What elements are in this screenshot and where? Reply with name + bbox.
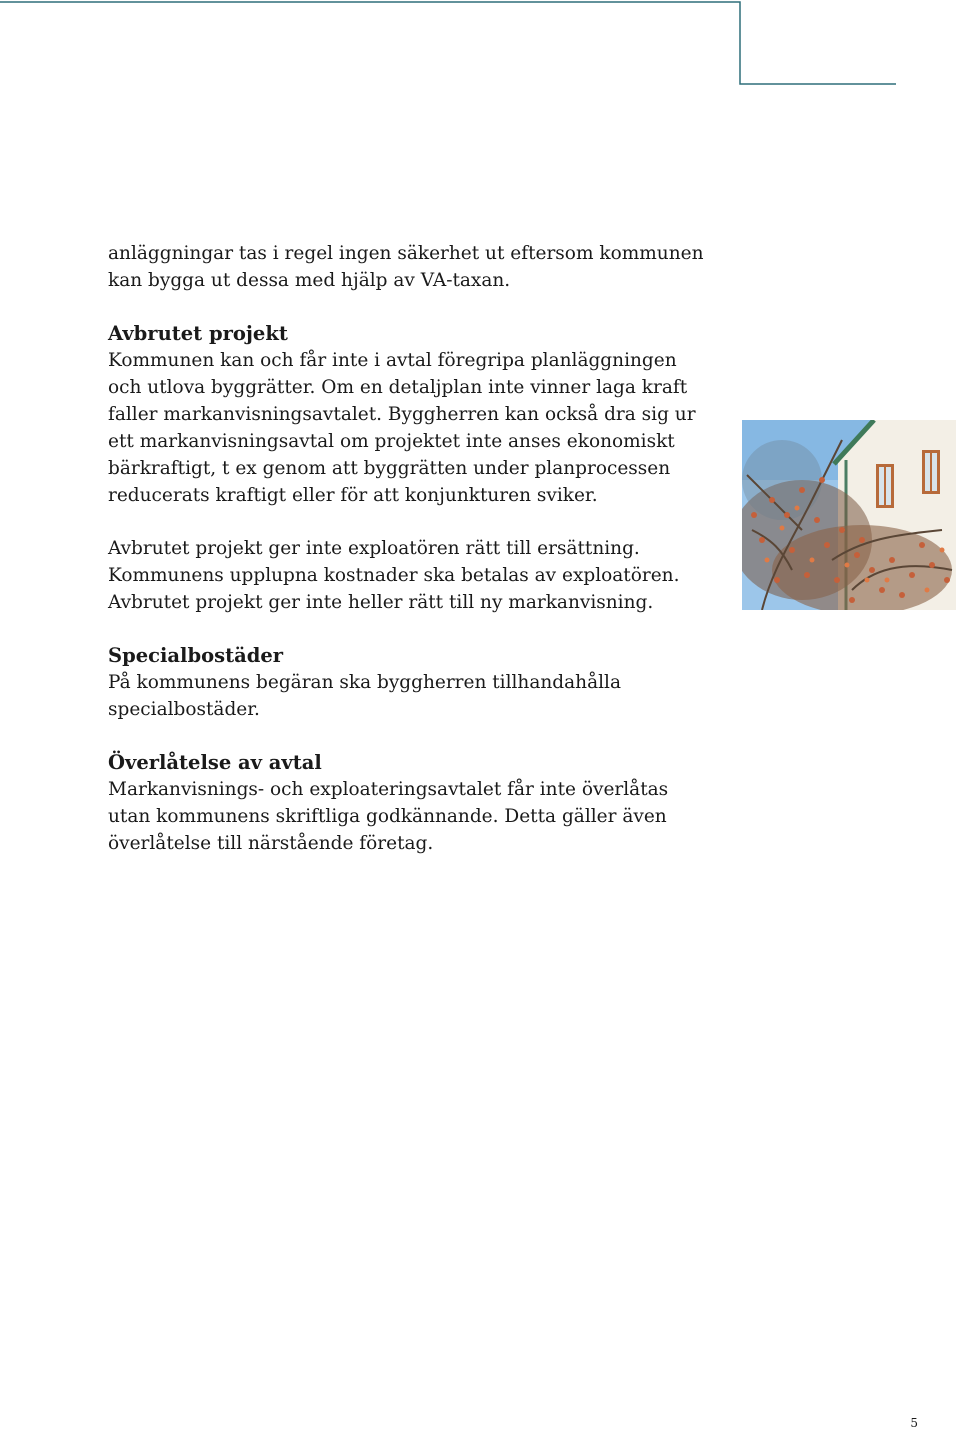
- specialbostader-body: På kommunens begäran ska byggherren tillhandahålla specialbostäder.: [108, 672, 621, 720]
- section-heading-avbrutet-projekt: Avbrutet projekt: [108, 322, 288, 345]
- decorative-corner-line: [0, 0, 960, 90]
- section-heading-specialbostader: Specialbostäder: [108, 644, 284, 667]
- overlatelse-body: Markanvisnings- och exploateringsavtalet får inte överlåtas utan kommunens skriftliga godkännande. Detta gäller även överlåtelse till närstående företag.: [108, 779, 669, 854]
- section-heading-overlatelse: Överlåtelse av avtal: [108, 751, 322, 774]
- document-body: [108, 240, 708, 857]
- intro-paragraph: anläggningar tas i regel ingen säkerhet ut eftersom kommunen kan bygga ut dessa med hjälp av VA-taxan.: [108, 243, 704, 291]
- photo-apple-tree-house: [742, 420, 956, 610]
- avbrutet-projekt-consequences: Avbrutet projekt ger inte exploatören rätt till ersättning. Kommunens upplupna kostnader ska betalas av exploatören. Avbrutet projekt ger inte heller rätt till ny markanvisning.: [108, 538, 680, 613]
- avbrutet-projekt-body: Kommunen kan och får inte i avtal föregripa planläggningen och utlova byggrätter. Om en detaljplan inte vinner laga kraft faller markanvisningsavtalet. Byggherren kan också dra sig ur ett markanvisningsavtal om projektet inte anses ekonomiskt bärkraftigt, t ex genom att byggrätten under planprocessen reducerats kraftigt eller för att konjunkturen sviker.: [108, 350, 696, 506]
- page-number: 5: [910, 1416, 918, 1430]
